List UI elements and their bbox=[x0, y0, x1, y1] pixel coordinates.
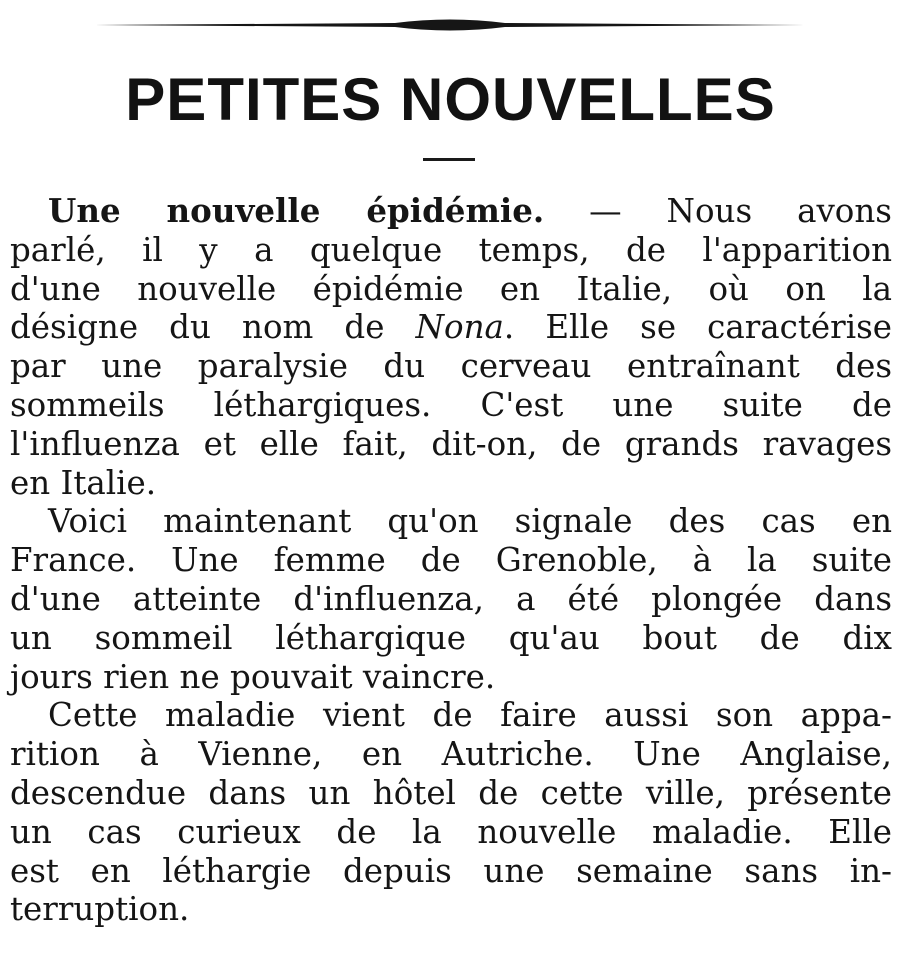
line-text: par une paralysie du cerveau entraînant des bbox=[10, 347, 892, 386]
line-text: l'influenza et elle fait, dit-on, de grands ravages bbox=[10, 424, 892, 463]
line-text: un cas curieux de la nouvelle maladie. Elle bbox=[10, 812, 892, 851]
article-line bbox=[10, 852, 892, 891]
line-text: un sommeil léthargique qu'au bout de dix bbox=[10, 618, 892, 657]
title-divider bbox=[423, 158, 475, 161]
article-line bbox=[10, 541, 892, 580]
article-line bbox=[10, 425, 892, 464]
article-line bbox=[10, 192, 892, 231]
article-line bbox=[10, 619, 892, 658]
line-text: — Nous avons bbox=[544, 192, 892, 230]
ornamental-rule bbox=[95, 16, 805, 34]
line-text: sommeils léthargiques. C'est une suite de bbox=[10, 385, 892, 424]
line-text: France. Une femme de Grenoble, à la suite bbox=[10, 541, 892, 580]
article-line bbox=[10, 464, 892, 503]
line-text: terruption. bbox=[10, 890, 190, 929]
line-text: Voici maintenant qu'on signale des cas en bbox=[48, 502, 892, 541]
article-line bbox=[10, 308, 892, 347]
emphasis-text: Nona bbox=[415, 308, 504, 347]
article-line bbox=[10, 890, 892, 929]
article-line bbox=[10, 658, 892, 697]
section-title: PETITES NOUVELLES bbox=[125, 66, 776, 133]
article-line bbox=[10, 696, 892, 735]
line-text: désigne du nom de bbox=[10, 308, 416, 347]
line-text: jours rien ne pouvait vaincre. bbox=[10, 657, 496, 696]
article-line bbox=[10, 580, 892, 619]
line-text: parlé, il y a quelque temps, de l'apparition bbox=[10, 230, 892, 269]
article-body bbox=[10, 192, 892, 929]
article-headline: Une nouvelle épidémie. bbox=[48, 191, 545, 230]
line-text: d'une atteinte d'influenza, a été plongée dans bbox=[10, 579, 892, 618]
article-line bbox=[10, 270, 892, 309]
article-line bbox=[10, 347, 892, 386]
article-line bbox=[10, 735, 892, 774]
article-line bbox=[10, 386, 892, 425]
article-line bbox=[10, 502, 892, 541]
line-text: . Elle se caractérise bbox=[503, 308, 893, 347]
article-line bbox=[10, 813, 892, 852]
line-text: Cette maladie vient de faire aussi son appa- bbox=[48, 696, 892, 735]
line-text: descendue dans un hôtel de cette ville, présente bbox=[10, 773, 892, 812]
line-text: rition à Vienne, en Autriche. Une Anglaise, bbox=[10, 735, 892, 774]
line-text: d'une nouvelle épidémie en Italie, où on la bbox=[10, 269, 892, 308]
line-text: en Italie. bbox=[10, 463, 157, 502]
article-line bbox=[10, 774, 892, 813]
article-line bbox=[10, 231, 892, 270]
line-text: est en léthargie depuis une semaine sans in- bbox=[10, 851, 892, 890]
